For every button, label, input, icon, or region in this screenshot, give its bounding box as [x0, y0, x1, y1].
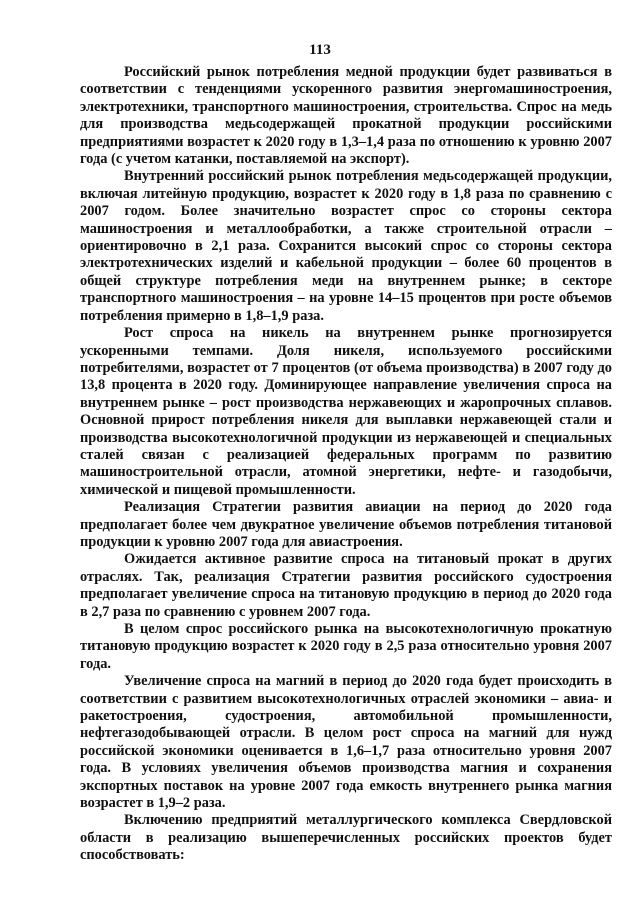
- paragraph-titanium-total: В целом спрос российского рынка на высокотехнологичную прокатную титановую продукцию возрастет к 2020 году в 2,5 раза относительно уровня 2007 года.: [80, 621, 612, 672]
- paragraph-magnesium: Увеличение спроса на магний в период до 2020 года будет происходить в соответствии с развитием высокотехнологичных отраслей экономики – авиа- и ракетостроения, судостроения, автомобильной промышленности, нефтегазодобывающей отрасли. В целом рост спроса на магний для нужд российской экономики оценивается в 1,6–1,7 раза относительно уровня 2007 года. В условиях увеличения объемов производства магния и сохранения экспортных поставок на уровне 2007 года емкость внутреннего рынка магния возрастет в 1,9–2 раза.: [80, 673, 612, 812]
- paragraph-titanium-other: Ожидается активное развитие спроса на титановый прокат в других отраслях. Так, реализация Стратегии развития российского судостроения предполагает увеличение спроса на титановую продукцию в период до 2020 года в 2,7 раза по сравнению с уровнем 2007 года.: [80, 551, 612, 620]
- paragraph-sverdlovsk: Включению предприятий металлургического комплекса Свердловской области в реализацию вышеперечисленных российских проектов будет способствовать:: [80, 812, 612, 864]
- paragraph-aviation-strategy: Реализация Стратегии развития авиации на период до 2020 года предполагает более чем двукратное увеличение объемов потребления титановой продукции к уровню 2007 года для авиастроения.: [80, 499, 612, 550]
- paragraph-domestic-copper: Внутренний российский рынок потребления медьсодержащей продукции, включая литейную продукцию, возрастет к 2020 году в 1,8 раза по сравнению с 2007 годом. Более значительно возрастет спрос со стороны сектора машиностроения и металлообработки, а также строительной отрасли – ориентировочно в 2,1 раза. Сохранится высокий спрос со стороны сектора электротехнических изделий и кабельной продукции – более 60 процентов в общей структуре потребления меди на внутреннем рынке; в секторе транспортного машиностроения – на уровне 14–15 процентов при росте объемов потребления примерно в 1,8–1,9 раза.: [80, 168, 612, 324]
- document-body: [80, 64, 612, 865]
- paragraph-copper-market: Российский рынок потребления медной продукции будет развиваться в соответствии с тенденциями ускоренного развития энергомашиностроения, электротехники, транспортного машиностроения, строительства. Спрос на медь для производства медьсодержащей прокатной продукции российскими предприятиями возрастет к 2020 году в 1,3–1,4 раза по отношению к уровню 2007 года (с учетом катанки, поставляемой на экспорт).: [80, 64, 612, 168]
- page-number: 113: [309, 42, 331, 58]
- paragraph-nickel: Рост спроса на никель на внутреннем рынке прогнозируется ускоренными темпами. Доля никеля, используемого российскими потребителями, возрастет от 7 процентов (от объема производства) в 2007 году до 13,8 процента в 2020 году. Доминирующее направление увеличения спроса на внутреннем рынке – рост производства нержавеющих и жаропрочных сплавов. Основной прирост потребления никеля для выплавки нержавеющей стали и производства высокотехнологичной продукции из нержавеющей и специальных сталей связан с реализацией федеральных программ по развитию машиностроительной отрасли, атомной энергетики, нефте- и газодобычи, химической и пищевой промышленности.: [80, 325, 612, 498]
